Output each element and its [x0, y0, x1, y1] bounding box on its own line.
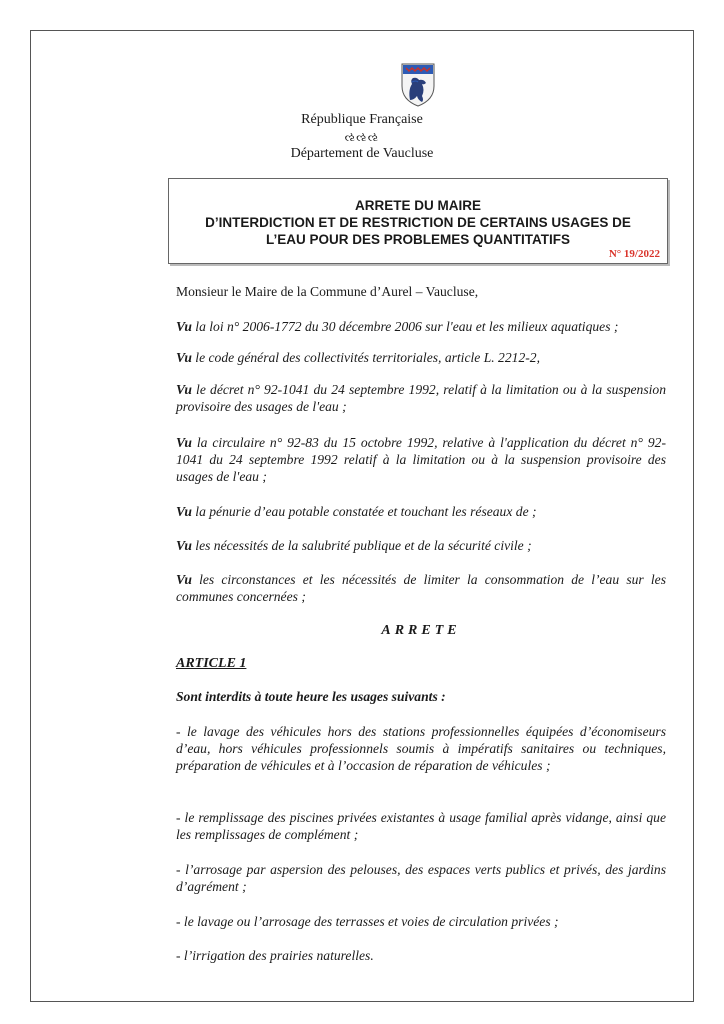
- list-item: - le lavage des véhicules hors des stations professionnelles équipées d’économiseurs d’eau, hors véhicules professionnels soumis à impératifs sanitaires ou techniques, préparation de véhicules et à l’occasion de réparation de véhicules ;: [176, 724, 666, 773]
- vu-label: Vu: [176, 572, 192, 587]
- title-line-1: ARRETE DU MAIRE: [354, 198, 481, 213]
- arrete-number: N° 19/2022: [608, 248, 660, 260]
- coat-of-arms-icon: [400, 60, 436, 108]
- vu-item: [176, 537, 666, 554]
- vu-item: [176, 381, 666, 415]
- vu-label: Vu: [176, 382, 192, 397]
- vu-text: les nécessités de la salubrité publique et de la sécurité civile ;: [191, 538, 532, 553]
- document-title: [168, 197, 668, 248]
- vu-label: Vu: [176, 350, 192, 365]
- vu-item: [176, 318, 666, 335]
- vu-item: [176, 571, 666, 605]
- title-line-2: D’INTERDICTION ET DE RESTRICTION DE CERTAINS USAGES DE: [205, 215, 631, 230]
- ornament: ઌઌઌ: [344, 130, 380, 144]
- vu-item: [176, 349, 666, 366]
- list-item: - le lavage ou l’arrosage des terrasses et voies de circulation privées ;: [176, 914, 559, 929]
- vu-item: [176, 503, 666, 520]
- vu-label: Vu: [176, 504, 192, 519]
- article-1-lead: Sont interdits à toute heure les usages suivants :: [176, 689, 446, 704]
- arrete-heading: ARRETE: [381, 623, 461, 638]
- list-item: - l’arrosage par aspersion des pelouses, des espaces verts publics et privés, des jardins d’agrément ;: [176, 862, 666, 894]
- vu-text: les circonstances et les nécessités de limiter la consommation de l’eau sur les communes concernées ;: [176, 572, 666, 604]
- republic-label: République Française: [301, 112, 423, 127]
- vu-label: Vu: [176, 435, 192, 450]
- article-1-heading: ARTICLE 1: [176, 656, 247, 671]
- vu-text: le décret n° 92-1041 du 24 septembre 1992, relatif à la limitation ou à la suspension provisoire des usages de l'eau ;: [176, 382, 666, 414]
- department-label: Département de Vaucluse: [290, 146, 434, 161]
- vu-label: Vu: [176, 319, 192, 334]
- preamble-intro: Monsieur le Maire de la Commune d’Aurel – Vaucluse,: [176, 284, 479, 299]
- vu-text: le code général des collectivités territoriales, article L. 2212-2,: [191, 350, 540, 365]
- vu-text: la pénurie d’eau potable constatée et touchant les réseaux de ;: [191, 504, 537, 519]
- vu-text: la loi n° 2006-1772 du 30 décembre 2006 sur l'eau et les milieux aquatiques ;: [191, 319, 619, 334]
- vu-label: Vu: [176, 538, 192, 553]
- list-item: - l’irrigation des prairies naturelles.: [176, 948, 374, 963]
- vu-text: la circulaire n° 92-83 du 15 octobre 1992, relative à l'application du décret n° 92-1041 du 24 septembre 1992 relatif à la limitation ou à la suspension provisoire des usages de l'eau ;: [176, 435, 666, 484]
- list-item: - le remplissage des piscines privées existantes à usage familial après vidange, ainsi que les remplissages de complément ;: [176, 810, 666, 842]
- title-line-3: L’EAU POUR DES PROBLEMES QUANTITATIFS: [265, 232, 570, 247]
- vu-item: [176, 434, 666, 485]
